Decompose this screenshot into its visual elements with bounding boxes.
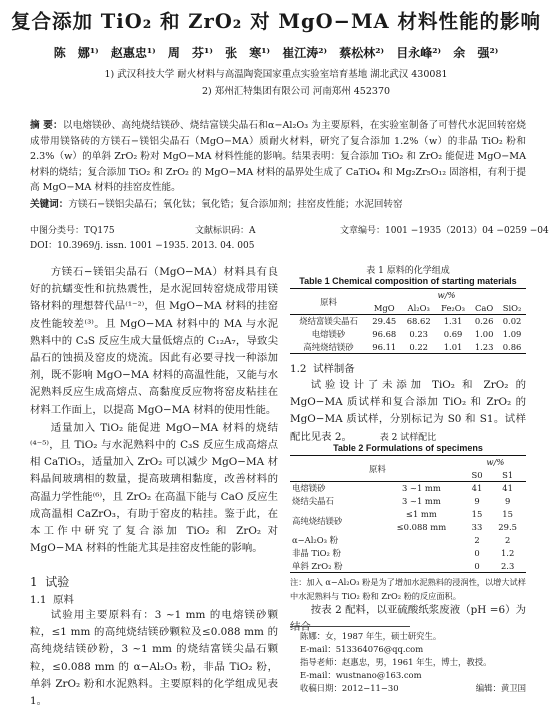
table-row [290,560,526,573]
table-cell: 0.86 [502,341,522,352]
doi: DOI：10.3969/j. issn. 1001 −1935. 2013. 04. 005 [30,241,255,251]
keywords-label: 关键词： [30,199,69,210]
table-cell: 单斜 ZrO₂ 粉 [292,560,343,571]
table-cell: 0.69 [443,329,463,339]
keywords-text: 方镁石−镁铝尖晶石；氧化钛；氧化锆；复合添加剂；挂窑皮性能；水泥回转窑 [68,199,403,210]
table-cell: 2 [504,535,511,545]
continued-paragraph: 按表 2 配料，以亚硫酸纸浆废液（pH =6）为结合 [290,604,526,634]
table-cell: 3 ~1 mm [401,496,441,506]
section-number: 1 [30,575,38,589]
affiliation-2: 2) 郑州汇特集团有限公司 河南郑州 452370 [201,86,391,97]
abstract-text: 以电熔镁砂、高纯烧结镁砂、烧结富镁尖晶石和α−Al₂O₃ 为主要原料，在实验室制备了可替代水泥回转窑烧成带用镁铬砖的方镁石−镁铝尖晶石（MgO−MA）质耐火材料，研究了复合添加 1.2%（w）的非晶 TiO₂ 粉和 2.3%（w）的单斜 ZrO₂ 粉对 MgO−MA 材料性能的影响。结果表明：复合添加 TiO₂ 和 ZrO₂ 能促进 MgO−MA 材料的烧结；复合添加 TiO₂ 和 ZrO₂ 的 MgO−MA 材料的晶界处生成了 CaTiO₄ 和 Mg₂Zr₅O₁₂ 固溶相，有利于提高 MgO−MA 材料的挂窑皮性能。 [30,120,526,194]
table-cell: 33 [471,522,483,532]
table-row [290,508,526,521]
table-cell: 1.00 [474,329,494,339]
footnote-last-line [300,682,526,695]
section-title: 试样制备 [313,363,355,375]
table-1 [290,263,526,354]
table-header: 原料 [290,289,367,315]
table-header: Fe₂O₃ [441,302,465,313]
table-cell: 9 [504,496,511,506]
table-cell: 1.2 [500,548,515,558]
table-cell: 2.3 [500,560,515,571]
table-header: Al₂O₃ [407,302,430,313]
editor: 编辑：黄卫国 [475,683,526,693]
table-row [290,328,526,341]
section-heading-1-1 [30,591,74,606]
table-cell: 1.31 [443,316,463,327]
table-header: S1 [502,469,514,480]
footnote [300,630,526,695]
table-row [290,547,526,560]
table-cell: 41 [471,483,483,494]
materials-paragraph: 试验用主要原料有：3 ~1 mm 的电熔镁砂颗粒，≤1 mm 的高纯烧结镁砂颗粒及≤0.088 mm 的高纯烧结镁砂粉，3 ~1 mm 的烧结富镁尖晶石颗粒，≤0.088 mm 的 α−Al₂O₃ 粉，非晶 TiO₂ 粉，单斜 ZrO₂ 粉和水泥熟料。主要原料的化学组成见表 1。 [30,609,278,708]
table-cell: α−Al₂O₃ 粉 [292,535,339,545]
section-heading-1-2 [290,360,355,375]
materials-text-block [30,607,278,710]
table-cell: 0 [474,548,480,558]
table-cell: 68.62 [406,316,431,327]
table-header: SiO₂ [502,302,522,313]
table-cell: 0.02 [502,316,522,327]
table-cell: 15 [471,509,483,519]
table-header: MgO [373,302,395,313]
table-cell: 15 [502,509,513,519]
table-cell: 高纯烧结镁砂 [303,341,354,352]
section-title: 原料 [53,594,74,606]
table-cell: 烧结富镁尖晶石 [299,316,358,327]
received-date: 收稿日期：2012−11−30 [300,683,399,693]
table-cell: 1.23 [474,341,494,352]
table-cell: 9 [474,496,480,506]
table-1-caption-en: Table 1 Chemical composition of starting materials [299,276,517,286]
table-header: 原料 [290,456,465,482]
intro-paragraph-2: 适量加入 TiO₂ 能促进 MgO−MA 材料的烧结⁽⁴⁻⁵⁾，且 TiO₂ 与水泥熟料中的 C₃S 反应生成高熔点相 CaTiO₃，适量加入 ZrO₂ 可以减少 MgO−MA 材料晶间玻璃相的数量，提高玻璃相黏度，改善材料的高温力学性能⁽⁶⁾，且 ZrO₂ 在高温下能与 CaO 反应生成高温相 CaZrO₃，有助于窑皮的粘挂。鉴于此，在本工作中研究了复合添加 TiO₂ 和 ZrO₂ 对 MgO−MA 材料的性能尤其是挂窑皮性能的影响。 [30,421,278,555]
table-cell: 0.23 [409,329,428,339]
table-unit: w/% [437,290,456,301]
table-cell: 高纯烧结镁砂 [292,515,343,526]
table-cell: 29.5 [498,522,517,532]
table-row [290,341,526,354]
preparation-paragraph: 试验设计了未添加 TiO₂ 和 ZrO₂ 的 MgO−MA 质试样和复合添加 TiO₂ 和 ZrO₂ 的 MgO−MA 质试样，分别标记为 S0 和 S1。试样配比见表 2。 [290,379,526,443]
table-cell: 29.45 [372,316,397,327]
left-column [30,264,278,557]
table-cell: 1.09 [502,329,522,339]
article-id: 文章编号：1001 −1935（2013）04 −0259 −04 [340,226,549,236]
footnote-line: 指导老师：赵惠忠，男，1961 年生，博士，教授。 [300,657,492,667]
author-list: 陈 娜¹⁾ 赵惠忠¹⁾ 周 芬¹⁾ 张 寒¹⁾ 崔江涛²⁾ 蔡松林²⁾ 目永峰²⁾ 余 强²⁾ [53,46,499,60]
affiliation-1: 1) 武汉科技大学 耐火材料与高温陶瓷国家重点实验室培育基地 湖北武汉 430081 [104,69,448,80]
table-cell: 电熔镁砂 [311,329,346,339]
footnote-line: 陈娜：女，1987 年生，硕士研究生。 [300,631,442,641]
table-1-grid [290,288,526,354]
table-cell: 电熔镁砂 [292,483,326,494]
table-row [290,495,526,508]
table-2-note: 注：加入 α−Al₂O₃ 粉是为了增加水泥熟料的浸润性，以增大试样中水泥熟料与 TiO₂ 粉和 ZrO₂ 粉的反应面积。 [290,577,526,601]
footnote-line: E-mail：513364076@qq.com [300,644,424,654]
paper-title: 复合添加 TiO₂ 和 ZrO₂ 对 MgO−MA 材料性能的影响 [11,10,541,33]
table-cell: 96.68 [372,329,397,339]
table-cell: 2 [474,535,480,545]
table-row [290,482,526,495]
table-cell: 非晶 TiO₂ 粉 [292,548,341,558]
table-2-caption-en: Table 2 Formulations of specimens [333,443,483,453]
section-heading-1 [30,573,69,590]
table-unit: w/% [486,457,505,468]
table-header: S0 [471,469,483,480]
table-cell: 0 [474,560,480,571]
table-row [290,315,526,328]
table-row [290,534,526,547]
table-cell: 0.22 [409,341,428,352]
table-header: CaO [475,302,494,313]
clc-number: 中图分类号：TQ175 [30,226,115,236]
section-title: 试验 [45,575,70,589]
table-2-caption-cn: 表 2 试样配比 [379,433,437,443]
footnote-line: E-mail：wustnano@163.com [300,670,422,680]
table-cell: 96.11 [372,341,397,352]
document-code: 文献标识码：A [195,226,256,236]
table-cell: ≤0.088 mm [396,522,447,532]
footnote-divider [290,626,410,627]
table-cell: 0.26 [474,316,494,327]
table-cell: 41 [502,483,513,494]
section-number: 1.1 [30,594,47,606]
table-2-grid [290,455,526,573]
abstract [30,118,526,196]
abstract-label: 摘 要： [30,120,63,131]
intro-paragraph-1: 方镁石−镁铝尖晶石（MgO−MA）材料具有良好的抗蠕变性和抗热震性，是水泥回转窑烧成带用镁铬材料的理想替代品⁽¹⁻²⁾，但 MgO−MA 材料的挂窑皮性能较差⁽³⁾。且 MgO−MA 材料中的 MA 与水泥熟料中的 C₃S 反应生成大量低熔点的 C₁₂A₇，导致尖晶石的蚀损及窑皮的烧流。因此有必要寻找一种添加剂，既不影响 MgO−MA 材料的高温性能，又能与水泥熟料反应生成高熔点、高黏度反应物将窑皮粘挂在材料工作面上，以提高 MgO−MA 材料的使用性能。 [30,266,278,416]
section-number: 1.2 [290,363,307,375]
table-cell: 1.01 [443,341,463,352]
table-cell: 烧结尖晶石 [292,496,334,506]
table-cell: 3 ~1 mm [401,483,441,494]
table-1-caption-cn: 表 1 原料的化学组成 [366,266,450,276]
table-cell: ≤1 mm [405,509,437,519]
table-2 [290,430,526,603]
keywords [30,196,526,210]
